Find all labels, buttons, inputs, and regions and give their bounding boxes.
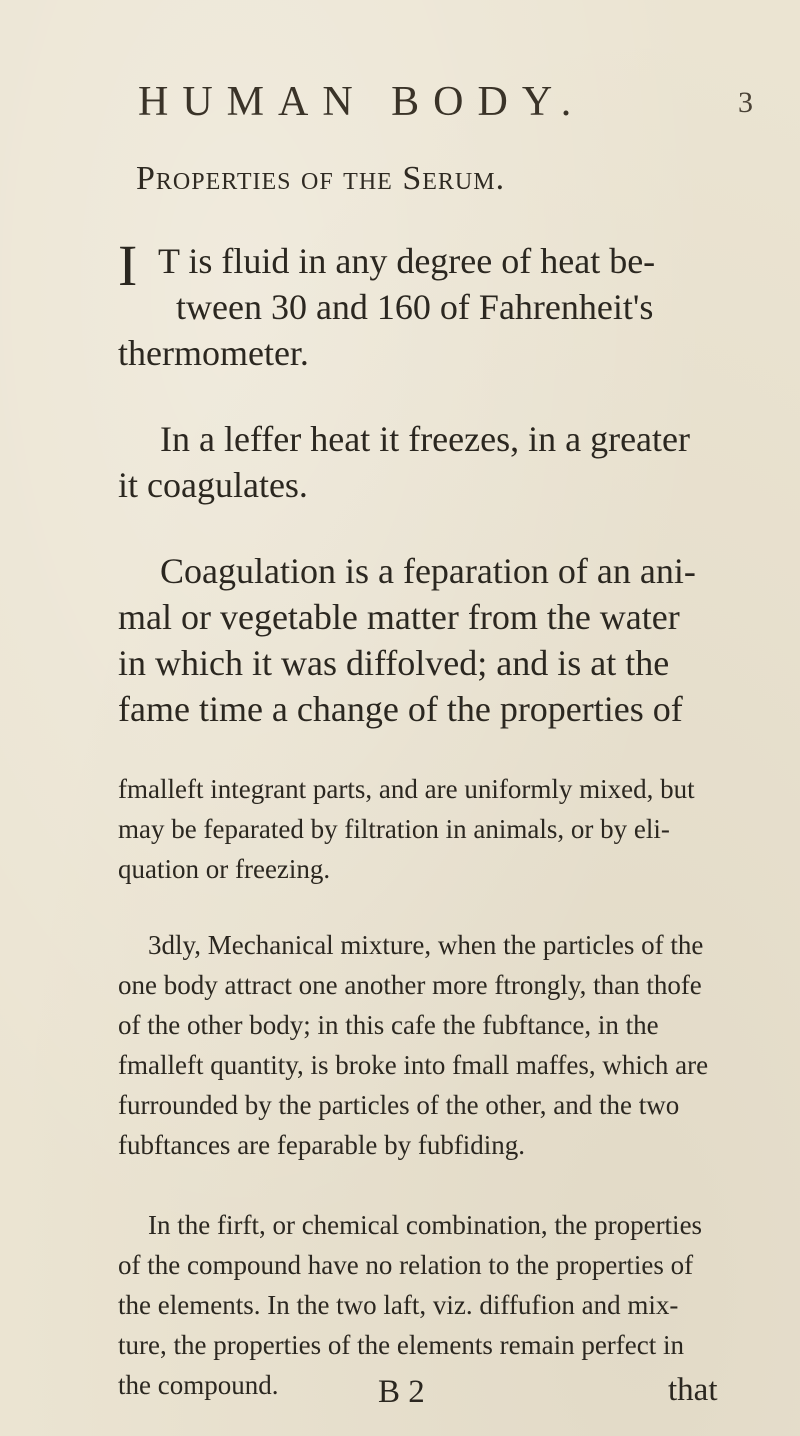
- section-title: Properties of the Serum.: [136, 160, 506, 197]
- text-line: fubftances are feparable by fubfiding.: [118, 1130, 526, 1160]
- text-line: the compound.: [118, 1370, 279, 1400]
- drop-cap: I: [118, 233, 138, 298]
- text-line: ture, the properties of the elements remain perfect in: [118, 1330, 685, 1360]
- text-line: quation or freezing.: [118, 854, 331, 884]
- text-line: the elements. In the two laft, viz. diffufion and mix-: [118, 1290, 679, 1320]
- text-line: of the other body; in this cafe the fubftance, in the: [118, 1010, 659, 1040]
- text-line: fame time a change of the properties of: [118, 689, 683, 729]
- running-head: HUMAN BODY.: [138, 79, 586, 125]
- text-line: one body attract one another more ftrongly, than thofe: [118, 970, 702, 1000]
- text-line: Coagulation is a feparation of an ani-: [160, 551, 696, 591]
- text-line: tween 30 and 160 of Fahrenheit's: [176, 287, 654, 327]
- text-line: fmalleft integrant parts, and are uniformly mixed, but: [118, 774, 695, 804]
- page-number: 3: [738, 86, 753, 119]
- text-line: in which it was diffolved; and is at the: [118, 643, 670, 683]
- text-line: of the compound have no relation to the properties of: [118, 1250, 694, 1280]
- text-line: In the firft, or chemical combination, the properties: [148, 1210, 703, 1240]
- signature-mark: B 2: [378, 1374, 425, 1410]
- text-line: mal or vegetable matter from the water: [118, 597, 680, 637]
- text-line: fmalleft quantity, is broke into fmall maffes, which are: [118, 1050, 709, 1080]
- text-line: it coagulates.: [118, 465, 308, 505]
- text-line: thermometer.: [118, 333, 309, 373]
- text-line: T is fluid in any degree of heat be-: [158, 241, 656, 281]
- text-line: furrounded by the particles of the other, and the two: [118, 1090, 680, 1120]
- text-line: In a leffer heat it freezes, in a greater: [160, 419, 690, 459]
- catchword: that: [668, 1372, 718, 1408]
- text-line: may be feparated by filtration in animals, or by eli-: [118, 814, 670, 844]
- text-line: 3dly, Mechanical mixture, when the particles of the: [148, 930, 704, 960]
